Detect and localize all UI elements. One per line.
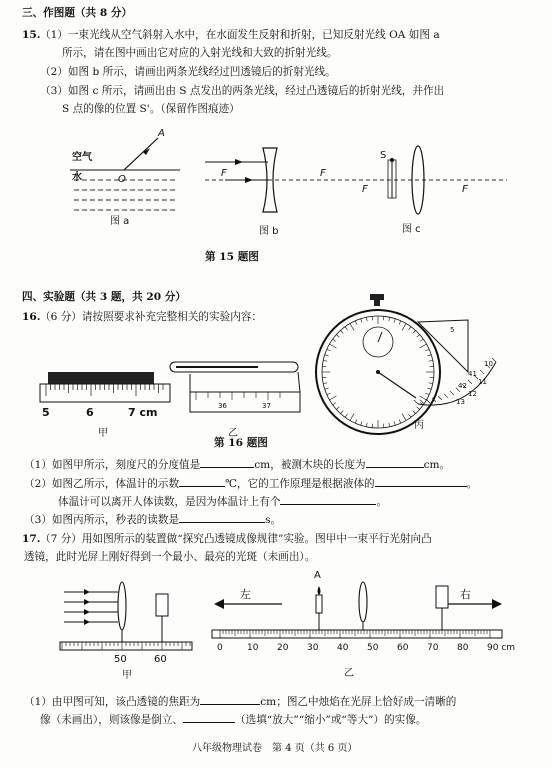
watch-zoom-tick	[444, 394, 448, 398]
fig-a-point-a: A	[158, 128, 165, 139]
thermo-caption: 乙	[228, 428, 238, 439]
watch-tick-mark	[399, 321, 401, 325]
figure-16-stopwatch	[318, 292, 508, 442]
watch-tick-mark	[323, 383, 327, 384]
fig-c-focus-left: F	[362, 184, 368, 195]
watch-tick-mark	[402, 414, 406, 421]
bench-b-tick-label: 70	[427, 643, 439, 653]
watch-tick-mark	[341, 411, 344, 414]
watch-tick-mark	[399, 420, 401, 424]
watch-tick-mark	[361, 421, 362, 425]
bench-b-tick-label: 90 cm	[487, 643, 516, 653]
watch-caption: 丙	[414, 420, 424, 431]
watch-tick-mark	[366, 423, 367, 427]
q16-p1-text-a: （1）如图甲所示，刻度尺的分度值是	[24, 459, 201, 471]
answer-blank-temperature[interactable]	[179, 476, 225, 487]
q16-p3-text-b: s。	[265, 514, 282, 526]
watch-tick-mark	[420, 344, 427, 348]
watch-tick-mark	[330, 344, 337, 348]
bench-a-caption: 甲	[122, 670, 132, 681]
q15-part3-line2: S 点的像的位置 S'。（保留作图痕迹）	[62, 103, 240, 115]
fig-b-caption: 图 b	[259, 226, 279, 237]
fig-b-focus-right: F	[320, 168, 326, 179]
watch-tick-mark	[417, 407, 420, 410]
watch-tick-mark	[361, 319, 362, 323]
watch-tick-mark	[429, 383, 433, 384]
direction-right-label: 右	[460, 588, 471, 601]
figure-17-bench-b	[210, 568, 516, 688]
watch-zoom-tick	[480, 370, 484, 374]
watch-tick-mark	[325, 388, 329, 389]
candle-label: A	[314, 570, 321, 581]
figure-16-thermometer	[160, 356, 310, 446]
figure-c	[352, 140, 512, 235]
fig-c-focus-right: F	[462, 184, 468, 195]
watch-zoom-tick	[414, 400, 418, 404]
watch-tick-mark	[327, 349, 331, 351]
answer-blank-stopwatch[interactable]	[179, 512, 265, 523]
watch-tick-mark	[426, 349, 430, 351]
answer-blank-division[interactable]	[200, 457, 254, 468]
page-footer: 八年级物理试卷 第 4 页（共 6 页）	[192, 743, 358, 754]
direction-left-label: 左	[240, 588, 251, 601]
q16-part2-line2	[58, 494, 387, 509]
figure-15-caption: 第 15 题图	[205, 251, 259, 263]
fig-b-focus-left: F	[221, 168, 227, 179]
watch-zoom-5: 5	[450, 326, 455, 334]
q16-p2-text-c: 。	[466, 478, 478, 490]
ruler-tick-5: 5	[42, 406, 50, 419]
watch-zoom-11: 11	[478, 378, 487, 386]
watch-tick-mark	[426, 393, 430, 395]
watch-tick-mark	[409, 327, 411, 330]
watch-tick-mark	[427, 388, 431, 389]
thermo-tick-37: 37	[262, 402, 271, 410]
watch-tick-mark	[394, 421, 395, 425]
answer-blank-length[interactable]	[366, 457, 424, 468]
bench-a-tick-60: 60	[154, 654, 167, 665]
watch-tick-mark	[366, 317, 367, 321]
watch-tick-mark	[389, 317, 390, 321]
q15-part2: （2）如图 b 所示，请画出两条光线经过凹透镜后的折射光线。	[40, 66, 336, 78]
watch-tick-mark	[350, 414, 354, 421]
watch-tick-mark	[327, 393, 331, 395]
q17-p1-text-c: 像（未画出），则该像是倒立、	[40, 714, 184, 726]
q17-p1-text-a: （1）由甲图可知，该凸透镜的焦距为	[24, 696, 201, 708]
watch-zoom-13: 13	[456, 398, 465, 406]
q15-part1-line1: （1）一束光线从空气斜射入水中，在水面发生反射和折射，已知反射光线 OA 如图 a	[40, 29, 440, 41]
q16-p1-text-b: cm，被测木块的长度为	[254, 459, 366, 471]
bench-b-tick-label: 60	[397, 643, 409, 653]
watch-zoom-tick	[468, 380, 472, 384]
figure-b	[205, 140, 355, 237]
section-4-heading: 四、实验题（共 3 题，共 20 分）	[22, 291, 186, 303]
watch-tick-mark	[345, 414, 347, 417]
watch-tick-mark	[417, 335, 420, 338]
q17-p1-text-b: cm；图乙中烛焰在光屏上恰好成一清晰的	[260, 696, 457, 708]
watch-tick-mark	[389, 423, 390, 427]
watch-tick-mark	[333, 403, 336, 405]
q16-p2-text-b: ℃，它的工作原理是根据液体的	[225, 478, 375, 490]
thermo-tick-36: 36	[218, 402, 227, 410]
bench-b-tick-label: 10	[247, 643, 259, 653]
fig-c-point-s: S	[380, 150, 387, 161]
watch-tick-mark	[420, 339, 423, 341]
q15-part1-line2: 所示，请在图中画出它对应的入射光线和大致的折射光线。	[62, 47, 338, 59]
bench-b-tick-label: 80	[457, 643, 469, 653]
watch-zoom-tick	[438, 396, 442, 400]
watch-zoom-41: 41	[468, 370, 477, 378]
ruler-caption: 甲	[98, 428, 108, 439]
figure-16-caption: 第 16 题图	[214, 437, 268, 449]
fig-c-caption: 图 c	[402, 224, 421, 235]
q17-part1-line1	[24, 694, 456, 709]
answer-blank-structure[interactable]	[280, 494, 376, 505]
figure-16-ruler	[40, 372, 180, 442]
fig-a-caption: 图 a	[110, 216, 130, 227]
q16-p2-text-e: 。	[376, 496, 388, 508]
bench-b-caption: 乙	[344, 668, 354, 679]
watch-tick-mark	[336, 335, 339, 338]
watch-tick-mark	[341, 330, 344, 333]
q16-part2	[24, 476, 477, 491]
watch-tick-mark	[345, 327, 347, 330]
q16-part1	[24, 457, 450, 472]
bench-b-tick-label: 20	[277, 643, 289, 653]
ruler-tick-6: 6	[86, 406, 94, 419]
watch-tick-mark	[413, 411, 416, 414]
fig-a-water-label: 水	[72, 172, 82, 183]
bench-b-tick-label: 40	[337, 643, 349, 653]
watch-tick-mark	[355, 420, 357, 424]
watch-tick-mark	[350, 324, 354, 331]
watch-tick-mark	[429, 360, 433, 361]
q15-part3-line1: （3）如图 c 所示，请画出由 S 点发出的两条光线，经过凸透镜后的折射光线，并作出	[40, 85, 445, 97]
watch-tick-mark	[427, 355, 431, 356]
watch-tick-mark	[420, 396, 427, 400]
fig-a-air-label: 空气	[72, 152, 92, 163]
answer-blank-focal-length[interactable]	[200, 694, 260, 705]
figure-17-bench-a	[58, 574, 198, 681]
bench-a-tick-50: 50	[114, 654, 127, 665]
ruler-tick-7: 7 cm	[128, 406, 158, 419]
watch-tick-mark	[355, 321, 357, 325]
watch-tick-mark	[394, 319, 395, 323]
q17-intro-line2: 透镜，此时光屏上刚好得到一个最小、最亮的光斑（未画出）。	[24, 551, 316, 563]
watch-zoom-10: 10	[484, 360, 493, 368]
bench-b-tick-label: 50	[367, 643, 379, 653]
answer-blank-image-size[interactable]	[183, 712, 235, 723]
q16-p2-text-d: 体温计可以离开人体读数，是因为体温计上有个	[58, 496, 281, 508]
watch-tick-mark	[336, 407, 339, 410]
q17-number: 17.	[22, 533, 41, 545]
q16-p2-text-a: （2）如图乙所示，体温计的示数	[24, 478, 180, 490]
watch-zoom-12: 12	[468, 390, 477, 398]
q16-p3-text-a: （3）如图丙所示，秒表的读数是	[24, 514, 180, 526]
q16-number: 16.	[22, 311, 41, 323]
watch-zoom-42: 42	[458, 382, 467, 390]
watch-tick-mark	[333, 339, 336, 341]
watch-tick-mark	[402, 324, 406, 331]
fig-a-point-o: O	[118, 174, 126, 185]
bench-b-tick-label: 0	[217, 643, 223, 653]
q16-part3	[24, 512, 281, 527]
q16-intro: （6 分）请按照要求补充完整相关的实验内容：	[40, 311, 262, 323]
q15-number: 15.	[22, 29, 41, 41]
watch-tick-mark	[325, 355, 329, 356]
watch-tick-mark	[413, 330, 416, 333]
figure-a	[60, 118, 190, 228]
watch-zoom-tick	[450, 391, 454, 395]
watch-tick-mark	[330, 396, 337, 400]
watch-tick-mark	[323, 360, 327, 361]
section-3-heading: 三、作图题（共 8 分）	[22, 7, 133, 19]
answer-blank-principle[interactable]	[375, 476, 467, 487]
q17-p1-text-d: （选填“放大”“缩小”或“等大”）的实像。	[235, 714, 427, 726]
q16-p1-text-c: cm。	[423, 459, 451, 471]
watch-zoom-tick	[426, 399, 430, 403]
q17-intro-line1: （7 分）用如图所示的装置做“探究凸透镜成像规律”实验。图甲中一束平行光射向凸	[40, 533, 432, 545]
watch-tick-mark	[409, 414, 411, 417]
q17-part1-line2	[40, 712, 426, 727]
bench-b-tick-label: 30	[307, 643, 319, 653]
